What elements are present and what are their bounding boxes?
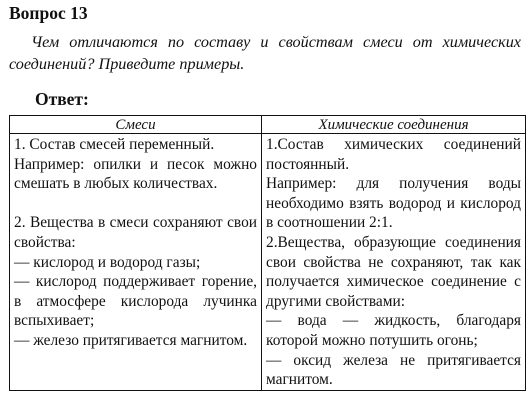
table-header-row: [10, 116, 526, 134]
compounds-line: 1.Состав химических соединений постоянный.: [266, 136, 521, 173]
compounds-cell: [262, 134, 526, 391]
mixtures-line: — железо притягивается магнитом.: [14, 331, 248, 349]
compounds-line: Например: для получения воды необходимо взять водород и кислород в соотношении 2:1.: [266, 175, 521, 232]
compounds-line: 2.Вещества, образующие соединения свои свойства не сохраняют, так как получается химическое соединение с другими свойствами:: [266, 233, 521, 310]
mixtures-line: Например: опилки и песок можно смешать в любых количествах.: [14, 155, 257, 193]
header-compounds: Химические соединения: [262, 116, 526, 134]
compounds-line: — вода — жидкость, благодаря которой можно потушить огонь;: [266, 312, 521, 349]
table-row: [10, 134, 526, 391]
answer-title: Ответ:: [35, 89, 89, 109]
mixtures-line: 2. Вещества в смеси сохраняют свои свойства:: [14, 214, 257, 251]
mixtures-spacer: [14, 194, 257, 214]
mixtures-line: — кислород поддерживает горение, в атмосфере кислорода лучинка вспыхивает;: [14, 273, 257, 330]
header-mixtures: Смеси: [10, 116, 262, 134]
question-title: Вопрос 13: [9, 3, 88, 23]
question-text: Чем отличаются по составу и свойствам смеси от химических соединений? Приведите примеры.: [9, 33, 521, 73]
compounds-line: — оксид железа не притягивается магнитом.: [266, 351, 521, 389]
mixtures-line: — кислород и водород газы;: [14, 253, 201, 271]
comparison-table: [9, 115, 526, 391]
mixtures-line: 1. Состав смесей переменный.: [14, 136, 215, 153]
mixtures-cell: [10, 134, 262, 391]
